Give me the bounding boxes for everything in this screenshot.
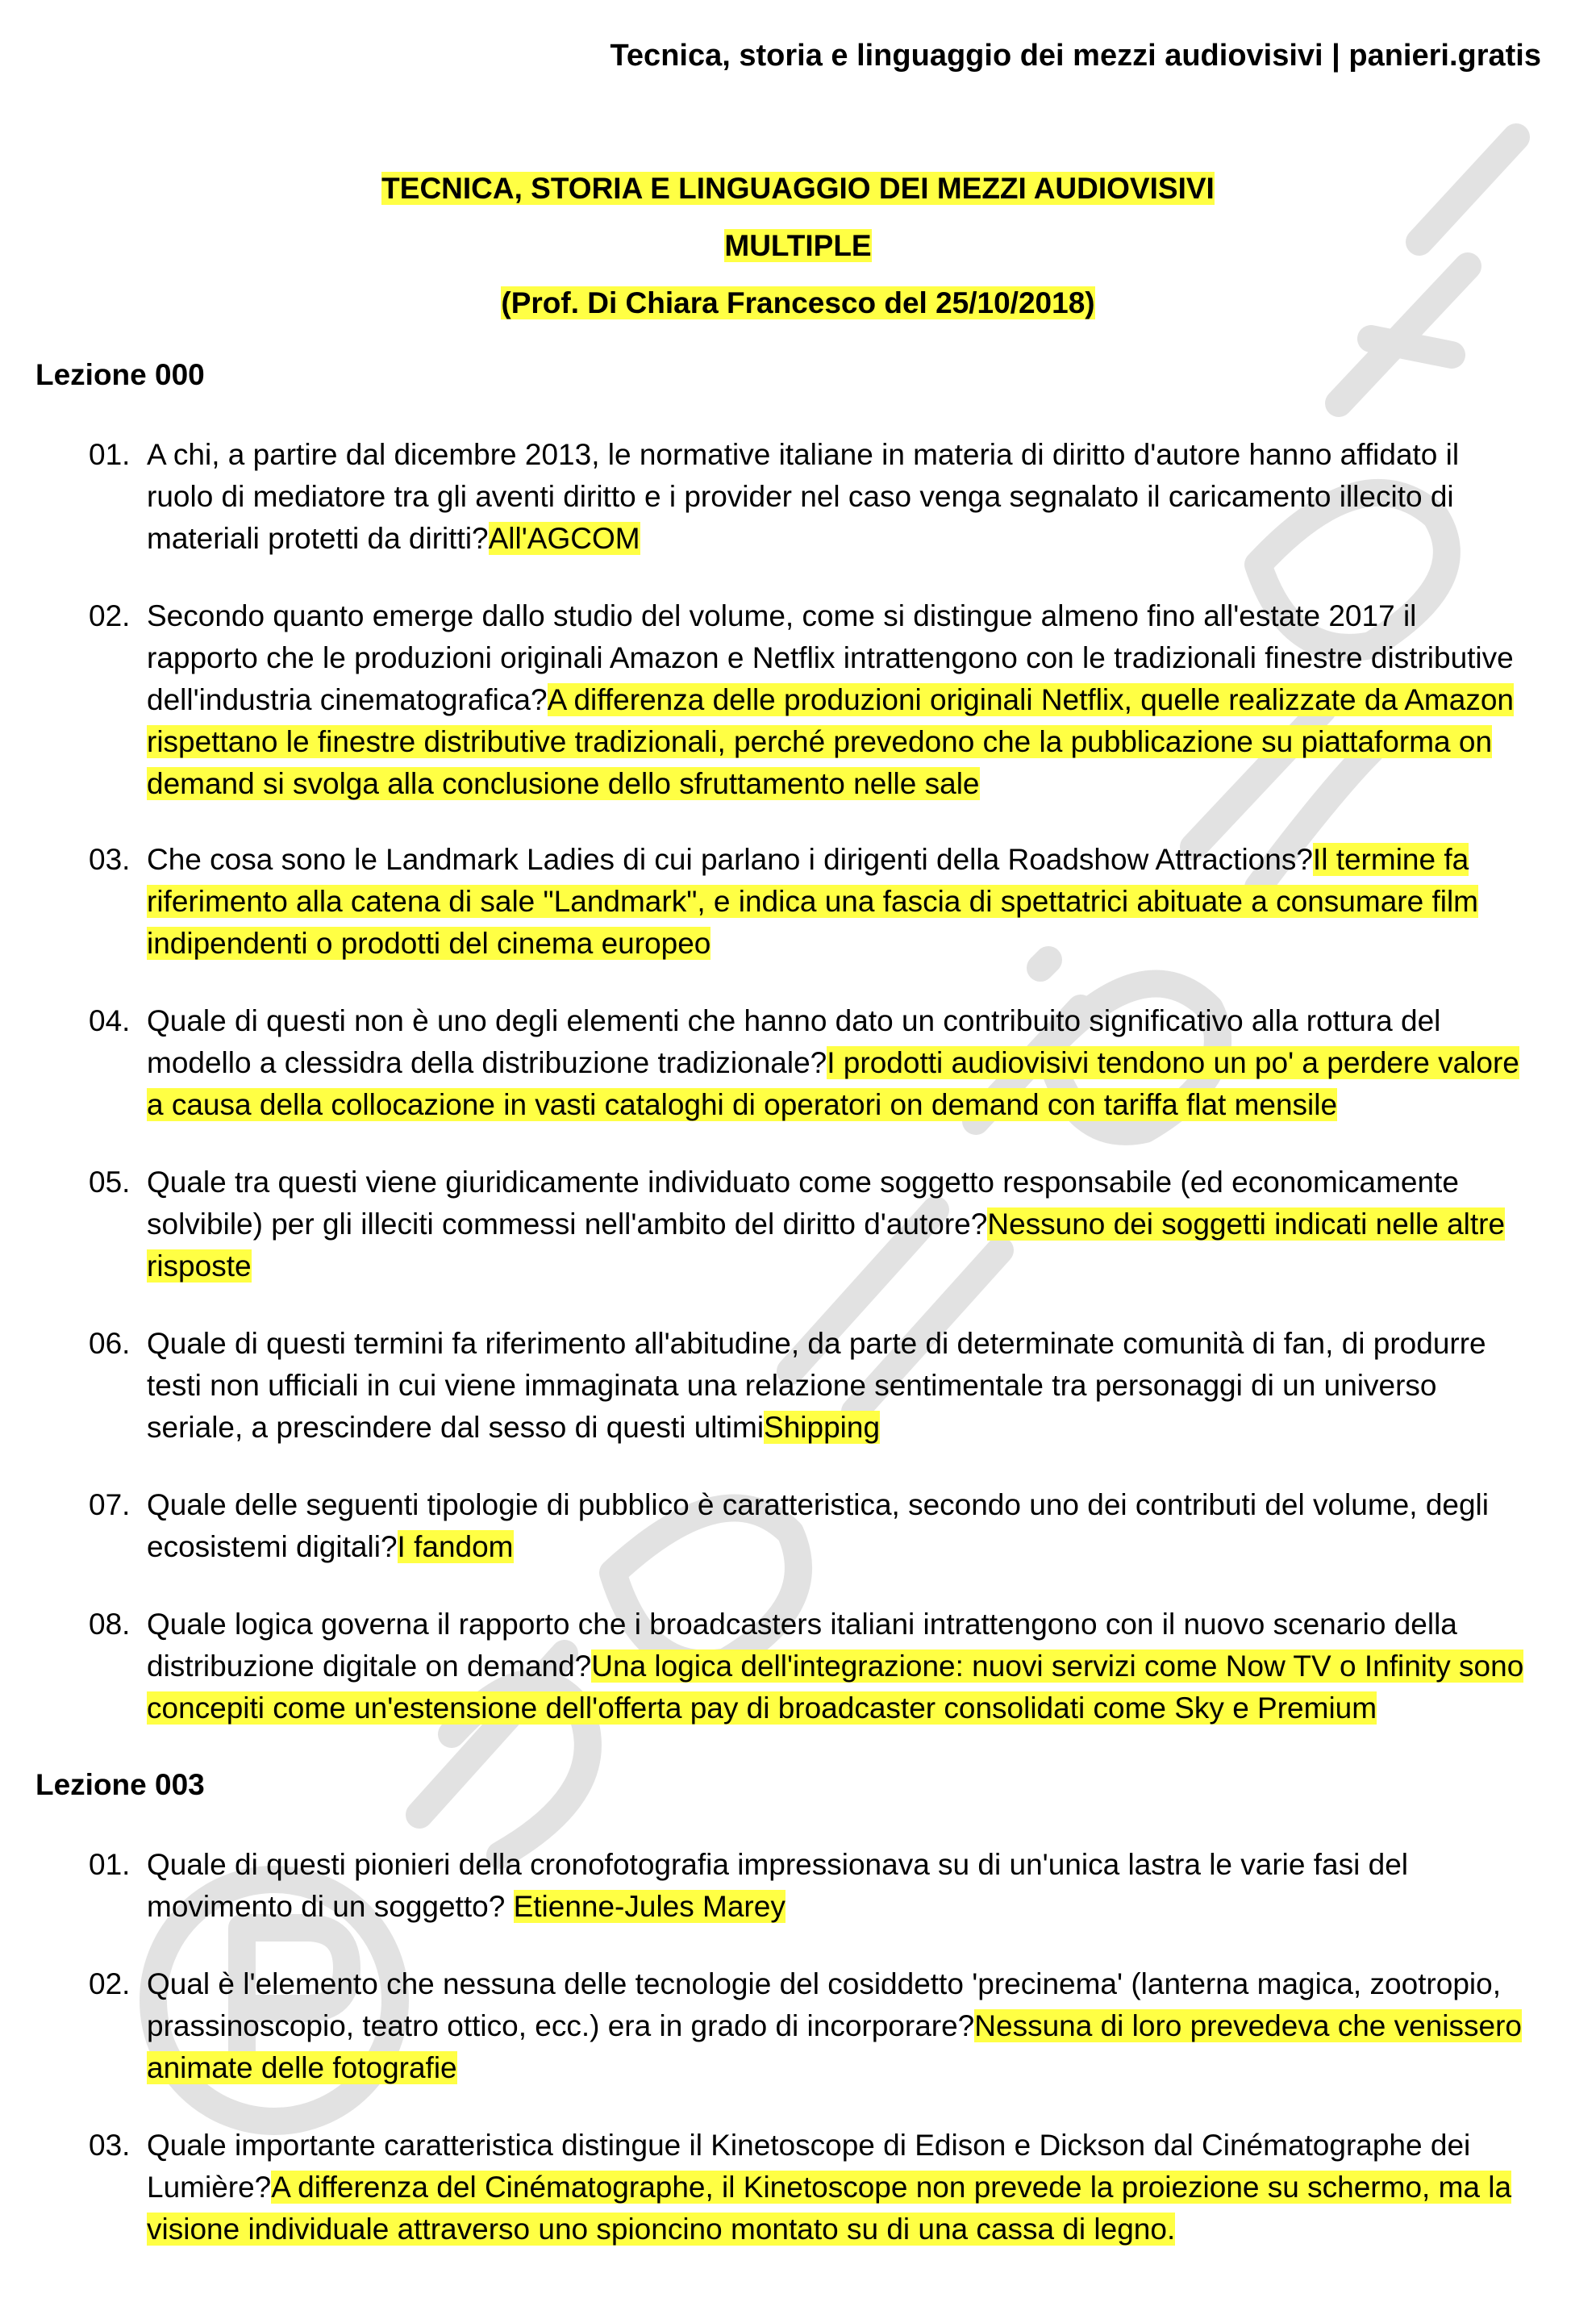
question-text: Che cosa sono le Landmark Ladies di cui parlano i dirigenti della Roadshow Attractions? [147,843,1313,876]
document-subtitle: MULTIPLE [724,229,872,262]
answer-text: Nessuno dei soggetti indicati nelle altre risposte [147,1207,1506,1283]
question-text: Quale di questi pionieri della cronofotografia impressionava su di un'unica lastra le varie fasi del movimento di un soggetto? [147,1848,1408,1923]
answer-text: I prodotti audiovisivi tendono un po' a perdere valore a causa della collocazione in vasti cataloghi di operatori on demand con tariffa flat mensile [147,1046,1519,1121]
question-item [89,434,1532,560]
question-item [89,1844,1532,1928]
question-number: 02. [89,1967,131,2000]
question-text: Quale di questi termini fa riferimento all'abitudine, da parte di determinate comunità di fan, di produrre testi non ufficiali in cui viene immaginata una relazione sentimentale tra personaggi di un universo seriale, a prescindere dal sesso di questi ultimi [147,1327,1486,1444]
answer-text: All'AGCOM [488,522,640,555]
question-text: A chi, a partire dal dicembre 2013, le normative italiane in materia di diritto d'autore hanno affidato il ruolo di mediatore tra gli aventi diritto e i provider nel caso venga segnalato il caricamento illecito di materiali protetti da diritti? [147,438,1460,555]
question-text: Quale logica governa il rapporto che i broadcasters italiani intrattengono con il nuovo scenario della distribuzione digitale on demand? [147,1608,1457,1683]
question-number: 03. [89,843,131,876]
question-item [89,1963,1532,2089]
question-number: 04. [89,1004,131,1037]
question-item [89,1162,1532,1287]
question-item [89,1484,1532,1568]
document-title: TECNICA, STORIA E LINGUAGGIO DEI MEZZI AUDIOVISIVI [381,172,1215,205]
question-text: Secondo quanto emerge dallo studio del volume, come si distingue almeno fino all'estate 2017 il rapporto che le produzioni originali Amazon e Netflix intrattengono con le tradizionali finestre distributive dell'industria cinematografica? [147,599,1514,716]
answer-text: Una logica dell'integrazione: nuovi servizi come Now TV o Infinity sono concepiti come un'estensione dell'offerta pay di broadcaster consolidati come Sky e Premium [147,1650,1524,1725]
question-item [89,1000,1532,1126]
answer-text: Nessuna di loro prevedeva che venissero animate delle fotografie [147,2009,1522,2084]
question-text: Quale tra questi viene giuridicamente individuato come soggetto responsabile (ed economicamente solvibile) per gli illeciti commessi nell'ambito del diritto d'autore? [147,1166,1459,1241]
question-number: 06. [89,1327,131,1360]
question-item [89,2125,1532,2250]
question-item [89,839,1532,965]
answer-text: Shipping [764,1411,881,1444]
question-number: 02. [89,599,131,632]
question-item [89,595,1532,805]
question-number: 07. [89,1488,131,1521]
question-text: Qual è l'elemento che nessuna delle tecnologie del cosiddetto 'precinema' (lanterna magica, zootropio, prassinoscopio, teatro ottico, ecc.) era in grado di incorporare? [147,1967,1501,2042]
section-heading: Lezione 000 [35,358,205,391]
document-author-date: (Prof. Di Chiara Francesco del 25/10/2018) [501,286,1095,319]
question-number: 05. [89,1166,131,1199]
question-number: 01. [89,1848,131,1881]
question-item [89,1323,1532,1449]
document-title-block [0,172,1596,344]
question-number: 03. [89,2129,131,2162]
answer-text: A differenza delle produzioni originali Netflix, quelle realizzate da Amazon rispettano le finestre distributive tradizionali, perché prevedono che la pubblicazione su piattaforma on demand si svolga alla conclusione dello sfruttamento nelle sale [147,683,1514,800]
question-text: Quale importante caratteristica distingue il Kinetoscope di Edison e Dickson dal Cinématographe dei Lumière? [147,2129,1471,2204]
question-text: Quale di questi non è uno degli elementi che hanno dato un contribuito significativo alla rottura del modello a clessidra della distribuzione tradizionale? [147,1004,1441,1079]
question-text: Quale delle seguenti tipologie di pubblico è caratteristica, secondo uno dei contributi del volume, degli ecosistemi digitali? [147,1488,1489,1563]
question-number: 08. [89,1608,131,1641]
section-heading: Lezione 003 [35,1768,205,1801]
answer-text: I fandom [397,1530,514,1563]
answer-text: Etienne-Jules Marey [513,1890,785,1923]
answer-text: A differenza del Cinématographe, il Kinetoscope non prevede la proiezione su schermo, ma la visione individuale attraverso uno spioncino montato su di una cassa di legno. [147,2171,1512,2246]
page-header: Tecnica, storia e linguaggio dei mezzi audiovisivi | panieri.gratis [610,39,1541,73]
answer-text: Il termine fa riferimento alla catena di sale "Landmark", e indica una fascia di spettatrici abituate a consumare film indipendenti o prodotti del cinema europeo [147,843,1478,960]
question-number: 01. [89,438,131,471]
question-item [89,1604,1532,1729]
